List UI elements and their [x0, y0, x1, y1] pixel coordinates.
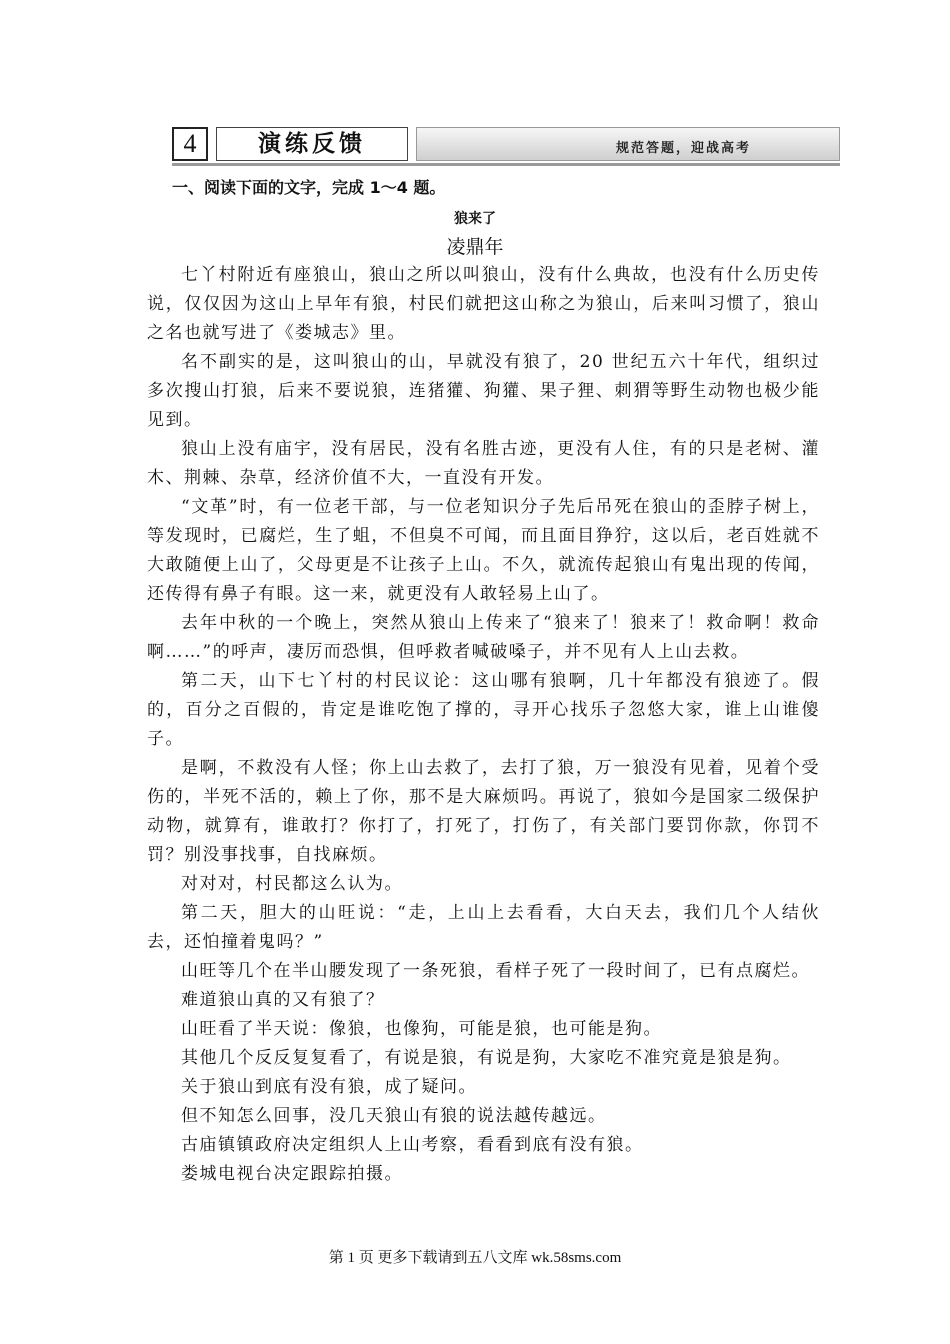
paragraph: 狼山上没有庙宇，没有居民，没有名胜古迹，更没有人住，有的只是老树、灌木、荆棘、杂草，经济价值不大，一直没有开发。	[147, 439, 820, 488]
section-slogan: 规范答题，迎战高考	[615, 141, 751, 156]
question-prompt: 一、阅读下面的文字，完成 1～4 题。	[172, 178, 446, 197]
paragraph: 对对对，村民都这么认为。	[181, 874, 403, 894]
paragraph: 是啊，不救没有人怪；你上山去救了，去打了狼，万一狼没有见着，见着个受伤的，半死不活的，赖上了你，那不是大麻烦吗。再说了，狼如今是国家二级保护动物，就算有，谁敢打？你打了，打死了，打伤了，有关部门要罚你款，你罚不罚？别没事找事，自找麻烦。	[147, 758, 820, 865]
story-title: 狼来了	[454, 211, 496, 227]
paragraph: 去年中秋的一个晚上，突然从狼山上传来了“狼来了！狼来了！救命啊！救命啊……”的呼声，凄厉而恐惧，但呼救者喊破嗓子，并不见有人上山去救。	[147, 613, 820, 662]
section-title: 演练反馈	[216, 127, 408, 161]
paragraph: 名不副实的是，这叫狼山的山，早就没有狼了，20 世纪五六十年代，组织过多次搜山打狼，后来不要说狼，连猪獾、狗獾、果子狸、刺猬等野生动物也极少能见到。	[147, 352, 820, 430]
story-body	[147, 261, 820, 1189]
paragraph: 山旺看了半天说：像狼，也像狗，可能是狼，也可能是狗。	[181, 1019, 662, 1039]
section-number: 4	[172, 127, 208, 161]
paragraph: 关于狼山到底有没有狼，成了疑问。	[181, 1077, 477, 1097]
paragraph: 山旺等几个在半山腰发现了一条死狼，看样子死了一段时间了，已有点腐烂。	[181, 961, 810, 981]
paragraph: 第二天，胆大的山旺说：“走，上山上去看看，大白天去，我们几个人结伙去，还怕撞着鬼吗？”	[147, 903, 820, 952]
paragraph: “文革”时，有一位老干部，与一位老知识分子先后吊死在狼山的歪脖子树上，等发现时，已腐烂，生了蛆，不但臭不可闻，而且面目狰狞，这以后，老百姓就不大敢随便上山了，父母更是不让孩子上山。不久，就流传起狼山有鬼出现的传闻，还传得有鼻子有眼。这一来，就更没有人敢轻易上山了。	[147, 497, 820, 604]
paragraph: 娄城电视台决定跟踪拍摄。	[181, 1164, 403, 1184]
paragraph: 七丫村附近有座狼山，狼山之所以叫狼山，没有什么典故，也没有什么历史传说，仅仅因为这山上早年有狼，村民们就把这山称之为狼山，后来叫习惯了，狼山之名也就写进了《娄城志》里。	[147, 265, 820, 343]
page-footer: 第 1 页 更多下载请到五八文库 wk.58sms.com	[328, 1250, 622, 1266]
paragraph: 难道狼山真的又有狼了？	[181, 990, 385, 1010]
story-author: 凌鼎年	[446, 236, 504, 258]
paragraph: 但不知怎么回事，没几天狼山有狼的说法越传越远。	[181, 1106, 607, 1126]
paragraph: 其他几个反反复复看了，有说是狼，有说是狗，大家吃不准究竟是狼是狗。	[181, 1048, 792, 1068]
section-header	[172, 127, 840, 163]
paragraph: 古庙镇镇政府决定组织人上山考察，看看到底有没有狼。	[181, 1135, 644, 1155]
paragraph: 第二天，山下七丫村的村民议论：这山哪有狼啊，几十年都没有狼迹了。假的，百分之百假的，肯定是谁吃饱了撑的，寻开心找乐子忽悠大家，谁上山谁傻子。	[147, 671, 820, 749]
header-divider	[172, 163, 840, 166]
section-banner	[416, 127, 840, 161]
